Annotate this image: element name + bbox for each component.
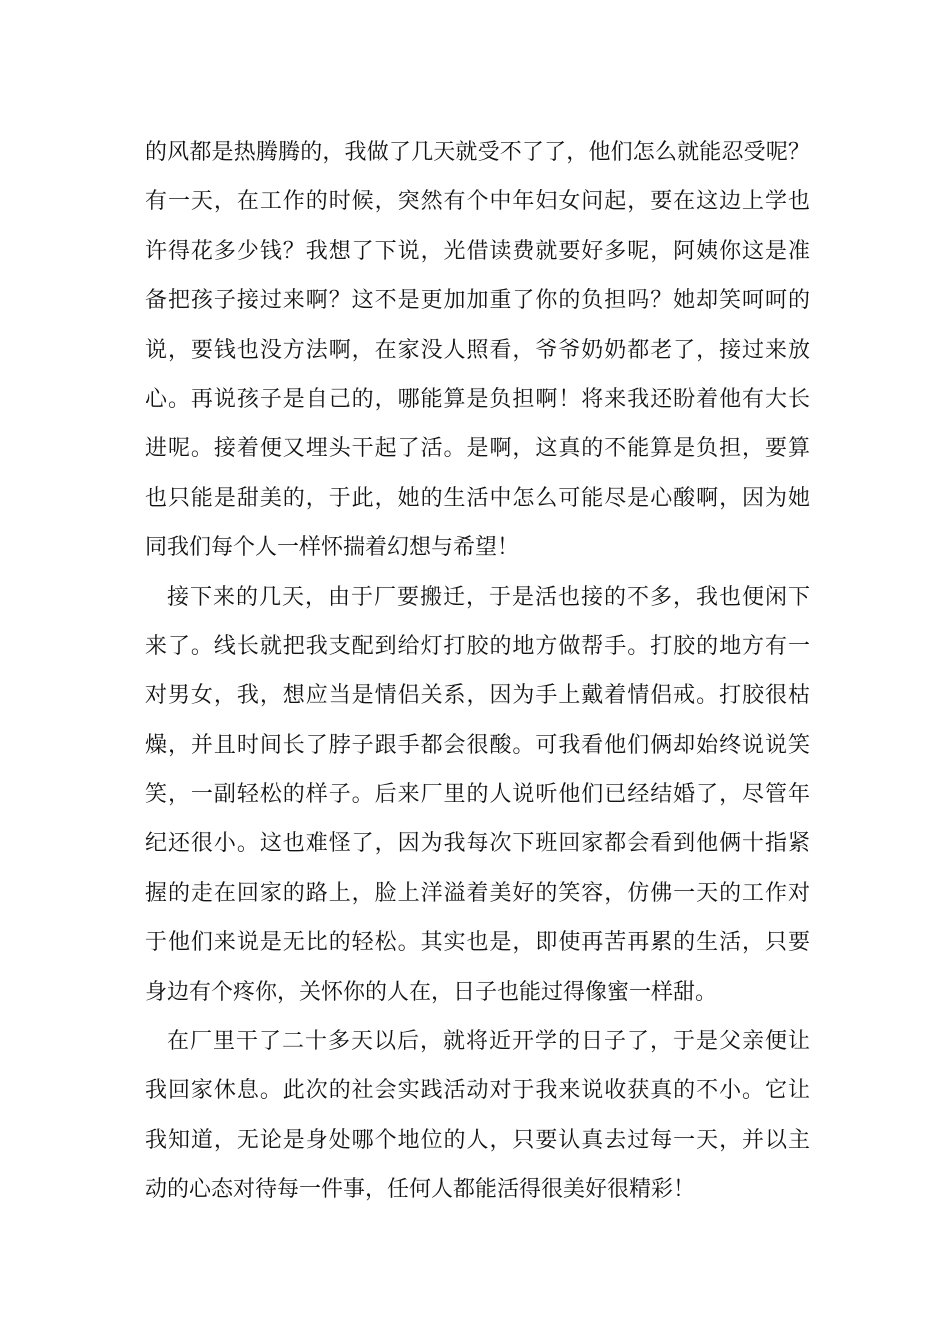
- text-line: 进呢。接着便又埋头干起了活。是啊，这真的不能算是负担，要算: [145, 436, 810, 462]
- text-line: 动的心态对待每一件事，任何人都能活得很美好很精彩！: [145, 1177, 696, 1203]
- text-line: 同我们每个人一样怀揣着幻想与希望！: [145, 535, 520, 561]
- text-line: 身边有个疼你，关怀你的人在，日子也能过得像蜜一样甜。: [145, 979, 718, 1005]
- text-line: 的风都是热腾腾的，我做了几天就受不了了，他们怎么就能忍受呢？: [145, 140, 810, 165]
- text-line: 接下来的几天，由于厂要搬迁，于是活也接的不多，我也便闲下: [167, 584, 810, 610]
- text-line: 心。再说孩子是自己的，哪能算是负担啊！将来我还盼着他有大长: [145, 386, 810, 412]
- text-line: 备把孩子接过来啊？这不是更加加重了你的负担吗？她却笑呵呵的: [145, 288, 810, 314]
- text-line: 对男女，我，想应当是情侣关系，因为手上戴着情侣戒。打胶很枯: [145, 683, 810, 709]
- paragraph: [145, 1017, 810, 1215]
- paragraph: [145, 573, 810, 1018]
- text-line: 来了。线长就把我支配到给灯打胶的地方做帮手。打胶的地方有一: [145, 633, 810, 659]
- text-line: 在厂里干了二十多天以后，就将近开学的日子了，于是父亲便让: [167, 1029, 810, 1055]
- text-line: 握的走在回家的路上，脸上洋溢着美好的笑容，仿佛一天的工作对: [145, 880, 810, 906]
- text-line: 有一天，在工作的时候，突然有个中年妇女问起，要在这边上学也: [145, 189, 810, 215]
- text-line: 也只能是甜美的，于此，她的生活中怎么可能尽是心酸啊，因为她: [145, 485, 810, 511]
- paragraph: [145, 128, 810, 573]
- text-line: 我知道，无论是身处哪个地位的人，只要认真去过每一天，并以主: [145, 1127, 810, 1153]
- text-line: 纪还很小。这也难怪了，因为我每次下班回家都会看到他俩十指紧: [145, 831, 810, 857]
- document-body: [145, 128, 810, 1215]
- text-line: 说，要钱也没方法啊，在家没人照看，爷爷奶奶都老了，接过来放: [145, 337, 810, 363]
- text-line: 于他们来说是无比的轻松。其实也是，即使再苦再累的生活，只要: [145, 930, 810, 956]
- text-line: 燥，并且时间长了脖子跟手都会很酸。可我看他们俩却始终说说笑: [145, 732, 810, 758]
- text-line: 许得花多少钱？我想了下说，光借读费就要好多呢，阿姨你这是准: [145, 238, 810, 264]
- text-line: 笑，一副轻松的样子。后来厂里的人说听他们已经结婚了，尽管年: [145, 782, 810, 808]
- text-line: 我回家休息。此次的社会实践活动对于我来说收获真的不小。它让: [145, 1078, 810, 1104]
